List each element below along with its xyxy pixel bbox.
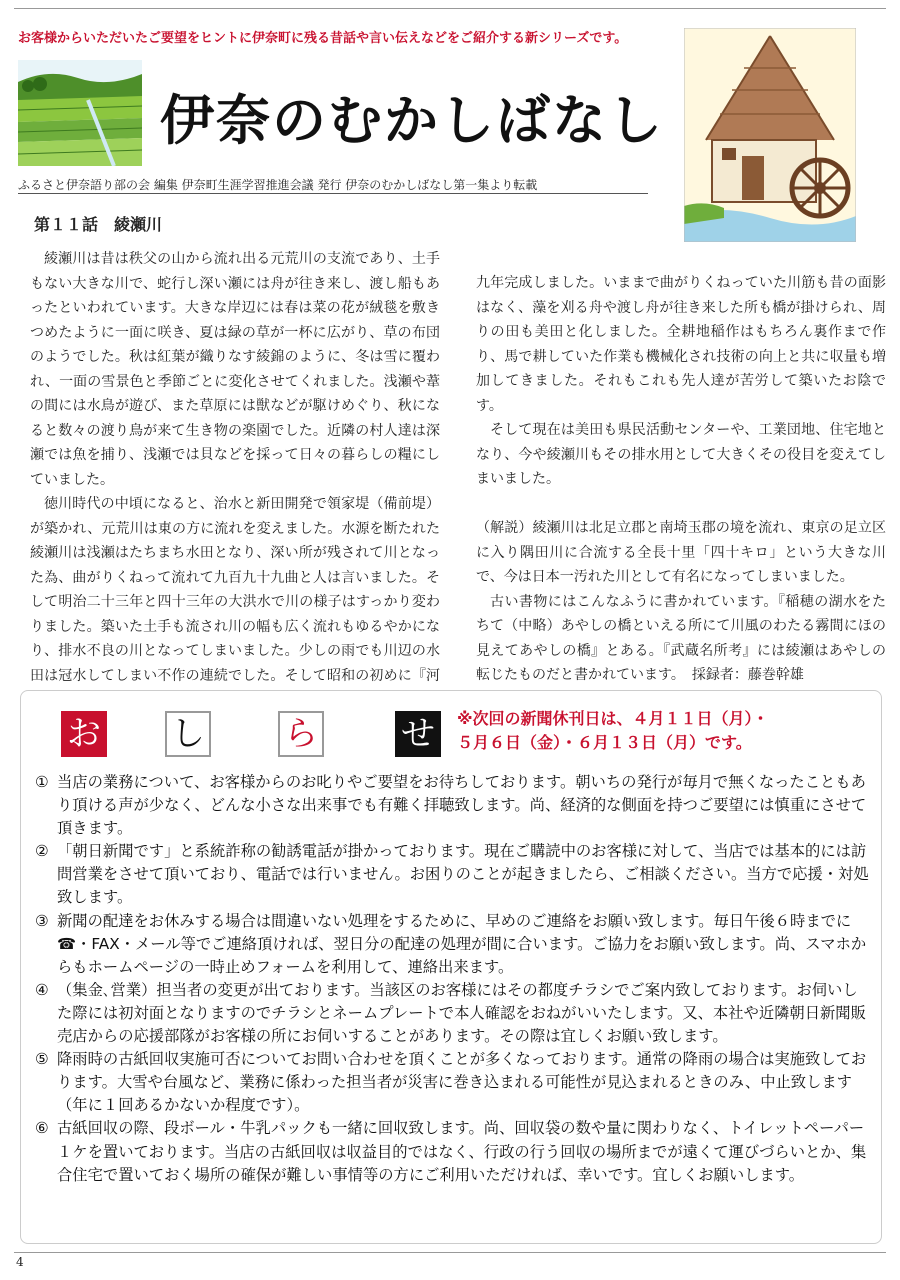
credit-underline xyxy=(18,193,648,194)
episode-title: 第１１話 綾瀬川 xyxy=(34,215,163,234)
story-paragraph: 綾瀬川は昔は秩父の山から流れ出る元荒川の支流であり、土手もない大きな川で、蛇行し深い瀬には舟が往き来し、渡し船もあったといわれています。大きな岸辺には春は菜の花が絨毯を敷きつめたように一面に咲き、夏は緑の草が一杯に広がり、草の布団のようでした。秋は紅葉が織りなす綾錦のように、冬は雪に覆われ、一面の雪景色と季節ごとに変化させてくれました。浅瀬や葦の間には水鳥が遊び、また草原には獣などが駆けめぐり、秋になると数々の渡り鳥が来て生き物の楽園でした。近隣の村人達は深瀬では魚を捕り、浅瀬では貝などを採って日々の暮らしの糧にしていました。 xyxy=(30,251,440,488)
bottom-rule xyxy=(14,1252,886,1253)
notice-items xyxy=(35,771,871,1187)
notice-tile-se: せ xyxy=(395,711,441,757)
notice-tile-ra: ら xyxy=(278,711,324,757)
holiday-line-2: ５月６日（金）・６月１３日（月）です。 xyxy=(457,733,752,752)
thatched-house-waterwheel-illustration xyxy=(684,28,856,242)
notice-item xyxy=(35,1048,871,1117)
notice-item-text: 降雨時の古紙回収実施可否についてお問い合わせを頂くことが多くなっております。通常の降雨の場合は実施致しております。大雪や台風など、業務に係わった担当者が災害に巻き込まれる可能性が見込まれるときのみ、中止致します（年に１回あるかないか程度です）。 xyxy=(57,1050,867,1115)
notice-item xyxy=(35,910,871,979)
top-rule xyxy=(14,8,886,9)
story-column-left xyxy=(30,247,440,713)
story-paragraph: 徳川時代の中頃になると、治水と新田開発で領家堤（備前堤）が築かれ、元荒川は東の方に流れを変えました。水源を断たれた綾瀬川は浅瀬はたちまち水田となり、深い所が残されて川となった為、曲がりくねって流れて九百九十九曲と人は言いました。そして明治二十三年と四十三年の大洪水で川の様子はすっかり変わりました。築いた土手も流され川の幅も広く流れもゆるやかになり、排水不良の川となってしまいました。少しの雨でも川辺の水田は冠水してしまい不作の連続でした。そして昭和の初めに『河 xyxy=(30,496,440,684)
credit-line-text: ふるさと伊奈語り部の会 編集 伊奈町生涯学習推進会議 発行 伊奈のむかしばなし第一集より転載 xyxy=(18,178,538,192)
notice-item-number: ② xyxy=(35,842,49,861)
story-paragraph: そして現在は美田も県民活動センターや、工業団地、住宅地となり、今や綾瀬川もその排水用として大きくその役目を変えてしまいました。 xyxy=(476,422,886,487)
notice-item-number: ③ xyxy=(35,911,49,930)
rice-field-illustration xyxy=(18,60,142,166)
story-paragraph: 古い書物にはこんなふうに書かれています。『稲穂の湖水をたちて（中略）あやしの橋といえる所にて川風のわたる霧間にほの見えてあやしの橋』とある。『武蔵名所考』には綾瀬はあやしの転じたものだと書かれています。 採録者：藤巻幹雄 xyxy=(476,593,886,683)
notice-item-number: ① xyxy=(35,773,49,791)
notice-item-text: 新聞の配達をお休みする場合は間違いない処理をするために、早めのご連絡をお願い致します。毎日午後６時までに☎・FAX・メール等でご連絡頂ければ、翌日分の配達の処理が間に合います。ご協力をお願い致します。尚、スマホからもホームページの一時止めフォームを利用して、連絡出来ます。 xyxy=(57,911,867,976)
commentary-paragraph: （解説）綾瀬川は北足立郡と南埼玉郡の境を流れ、東京の足立区に入り隅田川に合流する全長十里「四十キロ」という大きな川で、今は日本一汚れた川として有名になってしまいました。 xyxy=(476,520,886,585)
notice-tile-o: お xyxy=(61,711,107,757)
notice-tile-shi: し xyxy=(165,711,211,757)
page-number: 4 xyxy=(16,1255,24,1269)
notice-heading-tiles xyxy=(61,711,441,763)
notice-item xyxy=(35,1117,871,1186)
notice-item-text: （集金､営業）担当者の変更が出ております。当該区のお客様にはその都度チラシでご案内致しております。お伺いした際には初対面となりますのでチラシとネームプレートで本人確認をおねがいいたします。又、本社や近隣朝日新聞販売店からの応援部隊がお客様の所にお伺いすることがあります。その際は宜しくお願い致します。 xyxy=(57,980,866,1046)
newspaper-holiday-notice xyxy=(457,707,867,755)
notice-item-text: 当店の業務について、お客様からのお叱りやご要望をお待ちしております。朝いちの発行が毎月で無くなったこともあり頂ける声が少なく、どんな小さな出来事でも有難く拝聴致します。尚、経済的な側面を持つご要望には慎重にさせて頂きます。 xyxy=(57,773,867,838)
notice-item-number: ④ xyxy=(35,980,49,999)
notice-item-number: ⑥ xyxy=(35,1119,49,1138)
notice-box xyxy=(20,690,882,1244)
series-intro: お客様からいただいたご要望をヒントに伊奈町に残る昔話や言い伝えなどをご紹介する新シリーズです。 xyxy=(18,31,628,46)
holiday-line-1: ※次回の新聞休刊日は、４月１１日（月）・ xyxy=(457,709,769,728)
story-column-right xyxy=(476,271,886,688)
notice-item xyxy=(35,771,871,840)
notice-item xyxy=(35,979,871,1048)
notice-item xyxy=(35,840,871,909)
notice-item-number: ⑤ xyxy=(35,1050,49,1069)
notice-item-text: 「朝日新聞です」と系統詐称の勧誘電話が掛かっております。現在ご購読中のお客様に対して、当店では基本的には訪問営業をさせて頂いており、電話では行いません。お困りのことが起きましたら、ご相談ください。当方で応援・対処致します。 xyxy=(57,842,869,907)
series-title-text: 伊奈のむかしばなし xyxy=(160,89,664,152)
story-paragraph: 九年完成しました。いままで曲がりくねっていた川筋も昔の面影はなく、藻を刈る舟や渡し舟が往き来した所も橋が掛けられ、周りの田も美田と化しました。全耕地稲作はもちろん裏作まで作り、馬で耕していた作業も機械化され技術の向上と共に収量も増加してきました。それもこれも先人達が苦労して築いたお陰です。 xyxy=(476,275,886,414)
notice-item-text: 古紙回収の際、段ボール・牛乳パックも一緒に回収致します。尚、回収袋の数や量に関わりなく、トイレットペーパー１ケを置いております。当店の古紙回収は収益目的ではなく、行政の行う回収の場所までが遠くて運びづらいとか、集合住宅で置いておく場所の確保が難しい事情等の方にご利用いただければ、幸いです。宜しくお願いします。 xyxy=(57,1119,867,1184)
series-title xyxy=(160,78,664,155)
